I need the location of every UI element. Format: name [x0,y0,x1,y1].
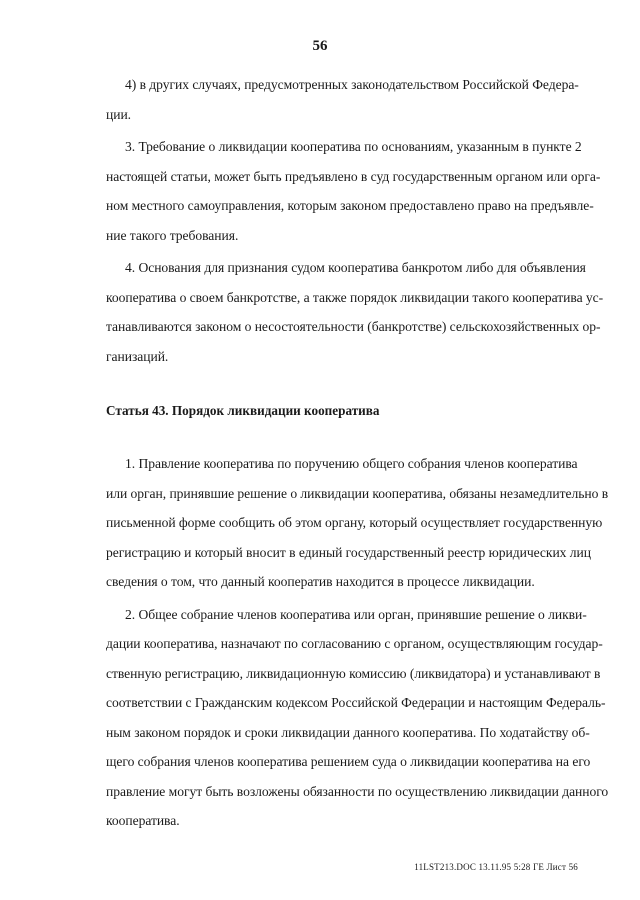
paragraphs-after-heading [106,449,609,836]
paragraph-line: танавливаются законом о несостоятельности (банкротстве) сельскохозяйственных ор- [106,319,601,334]
paragraph [106,253,604,371]
paragraph-line: ции. [106,106,132,122]
paragraph-line: 4. Основания для признания судом кооператива банкротом либо для объявления [125,260,586,275]
paragraph-line: ние такого требования. [106,227,239,243]
paragraph-line: 4) в других случаях, предусмотренных законодательством Российской Федера- [125,77,579,92]
paragraph-line: или орган, принявшие решение о ликвидации кооператива, обязаны незамедлительно в [106,485,609,501]
article-heading: Статья 43. Порядок ликвидации кооператива [106,403,380,418]
paragraph-line: кооператива о своем банкротстве, а также порядок ликвидации такого кооператива ус- [106,289,604,305]
paragraph-line: соответствии с Гражданским кодексом Российской Федерации и настоящим Федераль- [106,695,606,710]
document-footer: 11LST213.DOC 13.11.95 5:28 ГЕ Лист 56 [414,862,578,872]
paragraph-line: настоящей статьи, может быть предъявлено в суд государственным органом или орга- [106,168,601,184]
paragraph-line: 2. Общее собрание членов кооператива или орган, принявшие решение о ликви- [125,606,587,622]
paragraph-line: письменной форме сообщить об этом органу, который осуществляет государственную [106,515,603,530]
document-body [106,70,609,836]
paragraph [106,70,579,129]
paragraph [106,132,601,250]
paragraph-line: ным законом порядок и сроки ликвидации данного кооператива. По ходатайству об- [106,724,590,740]
paragraph-line: правление могут быть возложены обязанности по осуществлению ликвидации данного [106,783,609,799]
paragraph-line: кооператива. [106,813,180,828]
paragraph-line: 3. Требование о ликвидации кооператива по основаниям, указанным в пункте 2 [125,139,582,154]
page-number: 56 [312,38,328,54]
paragraph-line: регистрацию и который вносит в единый государственный реестр юридических лиц [106,544,591,560]
paragraph [106,449,609,597]
paragraph-line: щего собрания членов кооператива решением суда о ликвидации кооператива на его [106,754,591,769]
paragraph-line: 1. Правление кооператива по поручению общего собрания членов кооператива [125,456,578,471]
paragraphs-before-heading [106,70,604,371]
paragraph-line: дации кооператива, назначают по согласованию с органом, осуществляющим государ- [106,636,603,651]
paragraph [106,600,609,836]
paragraph-line: ственную регистрацию, ликвидационную комиссию (ликвидатора) и устанавливают в [106,665,601,681]
paragraph-line: ном местного самоуправления, которым законом предоставлено право на предъявле- [106,198,594,213]
paragraph-line: ганизаций. [106,348,169,364]
paragraph-line: сведения о том, что данный кооператив находится в процессе ликвидации. [106,574,535,589]
